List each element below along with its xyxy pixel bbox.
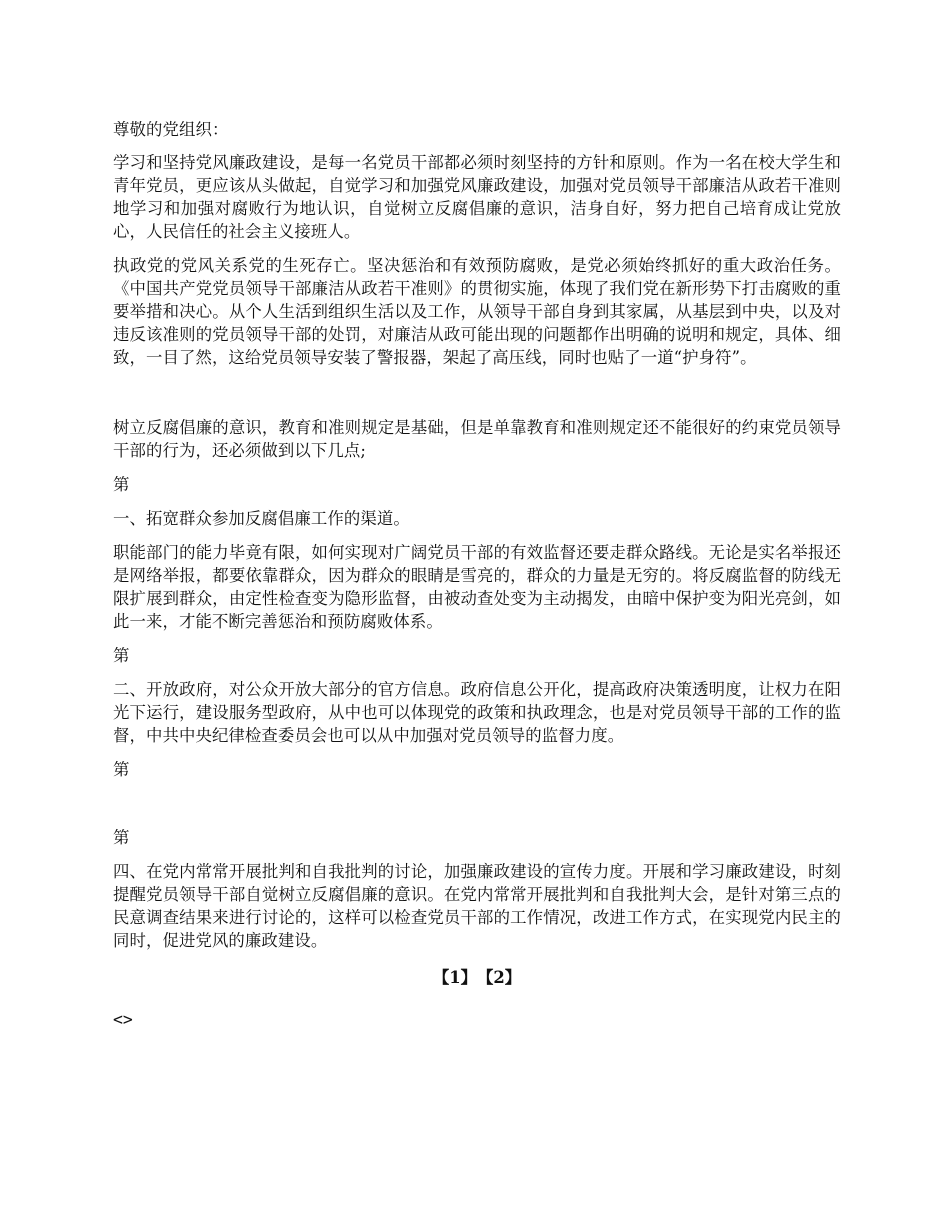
pagination: [113, 966, 841, 990]
paragraph-awareness: 树立反腐倡廉的意识，教育和准则规定是基础，但是单靠教育和准则规定还不能很好的约束党员领导干部的行为，还必须做到以下几点;: [113, 418, 841, 460]
point-marker-2: 第: [113, 646, 130, 665]
document-body: [113, 118, 841, 1032]
point-marker-3: 第: [113, 760, 130, 779]
paragraph-self-criticism: 四、在党内常常开展批判和自我批判的讨论，加强廉政建设的宣传力度。开展和学习廉政建设，时刻提醒党员领导干部自觉树立反腐倡廉的意识。在党内常常开展批判和自我批判大会，是针对第三点的民意调查结果来进行讨论的，这样可以检查党员干部的工作情况，改进工作方式，在实现党内民主的同时，促进党风的廉政建设。: [113, 862, 841, 950]
footer-text: <>: [113, 1010, 133, 1029]
salutation: 尊敬的党组织：: [113, 120, 229, 139]
paragraph-mass-supervision: 职能部门的能力毕竟有限，如何实现对广阔党员干部的有效监督还要走群众路线。无论是实名举报还是网络举报，都要依靠群众，因为群众的眼睛是雪亮的，群众的力量是无穷的。将反腐监督的防线无限扩展到群众，由定性检查变为隐形监督，由被动查处变为主动揭发，由暗中保护变为阳光亮剑，如此一来，才能不断完善惩治和预防腐败体系。: [113, 543, 841, 631]
page-link-2[interactable]: 【2】: [477, 968, 522, 987]
point-heading-1: 一、拓宽群众参加反腐倡廉工作的渠道。: [113, 509, 410, 528]
paragraph-intro: 学习和坚持党风廉政建设，是每一名党员干部都必须时刻坚持的方针和原则。作为一名在校大学生和青年党员，更应该从头做起，自觉学习和加强党风廉政建设，加强对党员领导干部廉洁从政若干准则地学习和加强对腐败行为地认识，自觉树立反腐倡廉的意识，洁身自好，努力把自己培育成让党放心，人民信任的社会主义接班人。: [113, 153, 841, 241]
blank-gap: [113, 792, 841, 826]
paragraph-party-style: 执政党的党风关系党的生死存亡。坚决惩治和有效预防腐败，是党必须始终抓好的重大政治任务。《中国共产党党员领导干部廉洁从政若干准则》的贯彻实施，体现了我们党在新形势下打击腐败的重要举措和决心。从个人生活到组织生活以及工作，从领导干部自身到其家属，从基层到中央，以及对违反该准则的党员领导干部的处罚，对廉洁从政可能出现的问题都作出明确的说明和规定，具体、细致，一目了然，这给党员领导安装了警报器，架起了高压线，同时也贴了一道“护身符”。: [113, 256, 841, 367]
blank-gap: [113, 380, 841, 416]
point-marker-4: 第: [113, 828, 130, 847]
point-marker-1: 第: [113, 475, 130, 494]
page-link-1[interactable]: 【1】: [432, 968, 477, 987]
paragraph-open-government: 二、开放政府，对公众开放大部分的官方信息。政府信息公开化，提高政府决策透明度，让权力在阳光下运行，建设服务型政府，从中也可以体现党的政策和执政理念，也是对党员领导干部的工作的监督，中共中央纪律检查委员会也可以从中加强对党员领导的监督力度。: [113, 680, 841, 745]
